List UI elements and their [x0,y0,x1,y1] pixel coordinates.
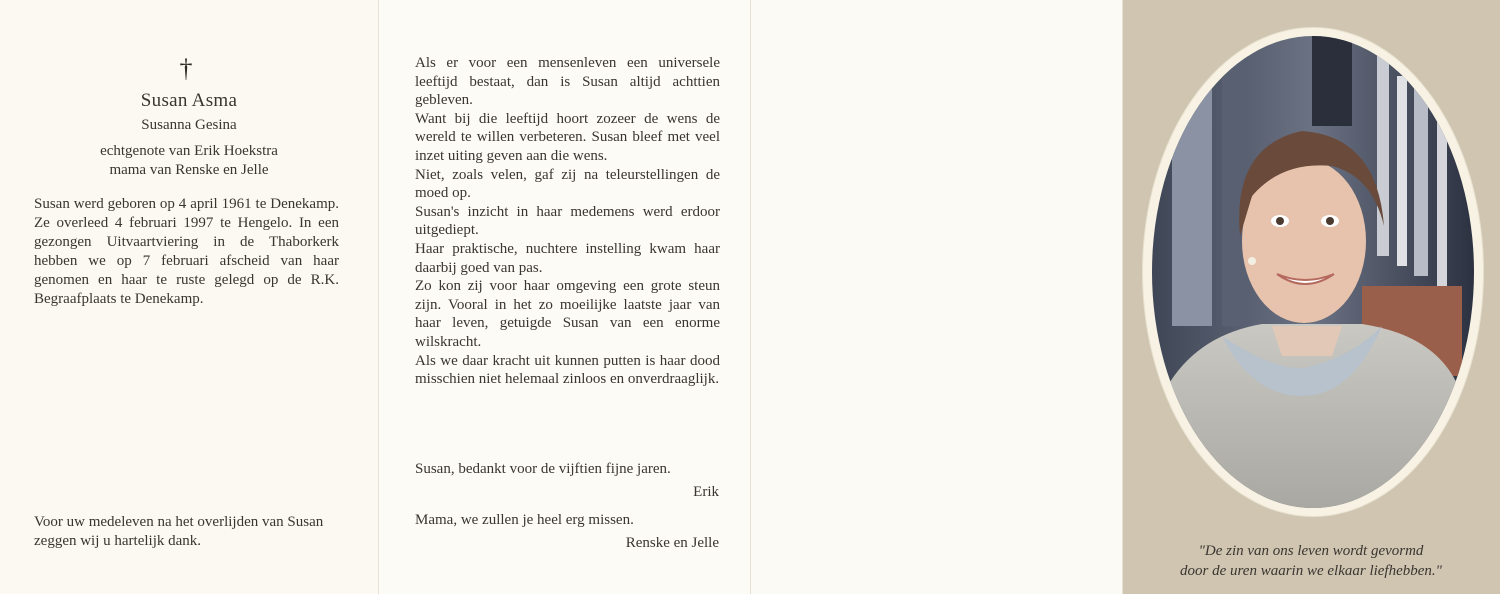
tribute-paragraph: Want bij die leeftijd hoort zozeer de wens de wereld te willen verbeteren. Susan bleef met veel inzet uiting geven aan die wens. [415,110,720,164]
cross-icon: † [179,54,193,83]
signature-erik: Erik [693,484,719,500]
tribute-paragraph: Niet, zoals velen, gaf zij na teleurstellingen de moed op. [415,166,720,202]
fold-line [750,0,751,594]
signature-children: Renske en Jelle [625,535,719,551]
given-names: Susanna Gesina [141,117,237,133]
quote-text [1122,541,1500,581]
deceased-name: Susan Asma [140,90,238,111]
tribute-paragraph: Zo kon zij voor haar omgeving een grote steun zijn. Vooral in het zo moeilijke laatste jaar van haar leven, getuigde Susan van een enorme wilskracht. [415,278,720,350]
fold-line [378,0,379,594]
relation-spouse: echtgenote van Erik Hoekstra [100,143,278,159]
farewell-children: Mama, we zullen je heel erg missen. [415,512,634,528]
tribute-paragraph: Als we daar kracht uit kunnen putten is haar dood misschien niet helemaal zinloos en onverdraaglijk. [415,352,720,388]
quote-line: door de uren waarin we elkaar liefhebben." [1180,563,1442,579]
portrait-illustration [1152,36,1474,508]
tribute-paragraph: Als er voor een mensenleven een universele leeftijd bestaat, dan is Susan altijd achttien gebleven. [415,55,720,109]
tribute-text [415,54,720,389]
farewell-erik: Susan, bedankt voor de vijftien fijne jaren. [415,461,671,477]
panel-blank [750,0,1122,594]
biography-text: Susan werd geboren op 4 april 1961 te Denekamp. Ze overleed 4 februari 1997 te Hengelo. In een gezongen Uitvaartviering in de Thaborkerk hebben we op 7 februari afscheid van haar genomen en haar te ruste gelegd op de R.K. Begraafplaats te Denekamp. [34,196,339,307]
tribute-paragraph: Haar praktische, nuchtere instelling kwam haar daarbij goed van pas. [415,240,720,276]
quote-line: "De zin van ons leven wordt gevormd [1198,543,1424,559]
tribute-paragraph: Susan's inzicht in haar medemens werd erdoor uitgediept. [415,203,720,239]
portrait-photo [1152,36,1474,508]
relation-children: mama van Renske en Jelle [109,162,269,178]
thanks-text: Voor uw medeleven na het overlijden van Susan zeggen wij u hartelijk dank. [34,514,324,549]
fold-line [1122,0,1123,594]
